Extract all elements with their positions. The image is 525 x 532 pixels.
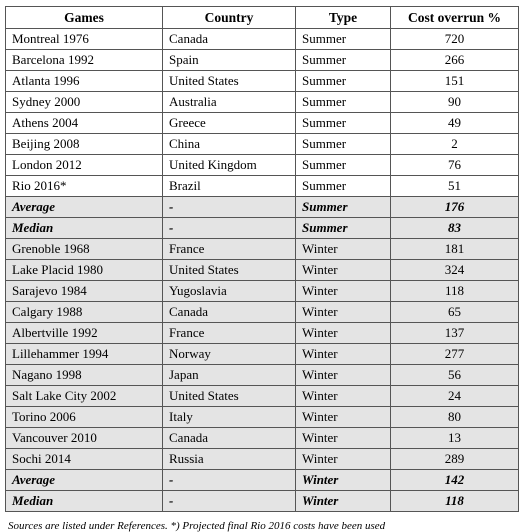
cell-games: Montreal 1976 <box>6 29 163 50</box>
cell-country: - <box>163 197 296 218</box>
table-header-row <box>6 7 519 29</box>
footnote: Sources are listed under References. *) Projected final Rio 2016 costs have been used <box>8 520 386 532</box>
cell-cost-overrun: 142 <box>391 470 519 491</box>
cell-games: Athens 2004 <box>6 113 163 134</box>
cell-cost-overrun: 720 <box>391 29 519 50</box>
cell-type: Summer <box>296 71 391 92</box>
cost-overrun-table-container <box>5 6 518 532</box>
cell-country: United States <box>163 71 296 92</box>
cell-type: Summer <box>296 29 391 50</box>
summer-row <box>6 50 519 71</box>
cell-type: Winter <box>296 365 391 386</box>
cell-cost-overrun: 90 <box>391 92 519 113</box>
cell-country: Canada <box>163 302 296 323</box>
winter-row <box>6 365 519 386</box>
cell-games: Grenoble 1968 <box>6 239 163 260</box>
cell-type: Summer <box>296 113 391 134</box>
cell-country: - <box>163 491 296 512</box>
cell-country: Norway <box>163 344 296 365</box>
cell-country: United Kingdom <box>163 155 296 176</box>
cell-country: France <box>163 323 296 344</box>
winter-row <box>6 428 519 449</box>
winter-row <box>6 302 519 323</box>
cell-cost-overrun: 80 <box>391 407 519 428</box>
cell-cost-overrun: 137 <box>391 323 519 344</box>
cell-cost-overrun: 324 <box>391 260 519 281</box>
cell-type: Winter <box>296 407 391 428</box>
cell-games: Lake Placid 1980 <box>6 260 163 281</box>
cell-type: Winter <box>296 302 391 323</box>
cell-games: Salt Lake City 2002 <box>6 386 163 407</box>
header-cost-overrun: Cost overrun % <box>391 7 519 29</box>
winter-summary-row <box>6 491 519 512</box>
cell-games: Median <box>6 218 163 239</box>
header-type: Type <box>296 7 391 29</box>
cell-country: Greece <box>163 113 296 134</box>
winter-summary-row <box>6 470 519 491</box>
cell-cost-overrun: 56 <box>391 365 519 386</box>
cell-cost-overrun: 51 <box>391 176 519 197</box>
cell-games: Sochi 2014 <box>6 449 163 470</box>
cell-type: Summer <box>296 197 391 218</box>
cell-games: Albertville 1992 <box>6 323 163 344</box>
winter-row <box>6 449 519 470</box>
cell-country: Canada <box>163 29 296 50</box>
cell-type: Summer <box>296 155 391 176</box>
cell-country: United States <box>163 386 296 407</box>
cell-type: Summer <box>296 50 391 71</box>
cell-type: Winter <box>296 281 391 302</box>
cell-cost-overrun: 76 <box>391 155 519 176</box>
cell-type: Winter <box>296 491 391 512</box>
cell-cost-overrun: 266 <box>391 50 519 71</box>
cell-country: United States <box>163 260 296 281</box>
cell-cost-overrun: 277 <box>391 344 519 365</box>
cell-games: Sydney 2000 <box>6 92 163 113</box>
cell-country: Italy <box>163 407 296 428</box>
cell-country: - <box>163 218 296 239</box>
cell-country: Russia <box>163 449 296 470</box>
summer-row <box>6 113 519 134</box>
winter-row <box>6 344 519 365</box>
cell-games: Lillehammer 1994 <box>6 344 163 365</box>
summer-summary-row <box>6 197 519 218</box>
summer-summary-row <box>6 218 519 239</box>
summer-row <box>6 92 519 113</box>
cell-type: Summer <box>296 92 391 113</box>
cell-type: Winter <box>296 260 391 281</box>
cell-country: Canada <box>163 428 296 449</box>
cell-type: Summer <box>296 176 391 197</box>
winter-row <box>6 260 519 281</box>
cell-type: Summer <box>296 218 391 239</box>
cell-cost-overrun: 24 <box>391 386 519 407</box>
cell-cost-overrun: 49 <box>391 113 519 134</box>
cell-cost-overrun: 13 <box>391 428 519 449</box>
cell-country: Australia <box>163 92 296 113</box>
cell-games: Median <box>6 491 163 512</box>
cell-games: Nagano 1998 <box>6 365 163 386</box>
cell-cost-overrun: 83 <box>391 218 519 239</box>
cell-cost-overrun: 118 <box>391 281 519 302</box>
summer-row <box>6 29 519 50</box>
summer-row <box>6 155 519 176</box>
cell-cost-overrun: 289 <box>391 449 519 470</box>
cell-country: - <box>163 470 296 491</box>
summer-row <box>6 71 519 92</box>
cell-country: Yugoslavia <box>163 281 296 302</box>
cell-games: Torino 2006 <box>6 407 163 428</box>
cell-cost-overrun: 65 <box>391 302 519 323</box>
cell-games: London 2012 <box>6 155 163 176</box>
cell-country: China <box>163 134 296 155</box>
cell-type: Winter <box>296 323 391 344</box>
cell-games: Average <box>6 470 163 491</box>
cell-country: Japan <box>163 365 296 386</box>
cell-games: Barcelona 1992 <box>6 50 163 71</box>
cell-games: Sarajevo 1984 <box>6 281 163 302</box>
cell-cost-overrun: 181 <box>391 239 519 260</box>
cell-country: Brazil <box>163 176 296 197</box>
cell-games: Rio 2016* <box>6 176 163 197</box>
cell-type: Winter <box>296 449 391 470</box>
cell-games: Average <box>6 197 163 218</box>
header-games: Games <box>6 7 163 29</box>
cell-type: Winter <box>296 344 391 365</box>
cell-country: Spain <box>163 50 296 71</box>
cell-games: Atlanta 1996 <box>6 71 163 92</box>
winter-row <box>6 281 519 302</box>
winter-row <box>6 323 519 344</box>
cell-type: Summer <box>296 134 391 155</box>
cell-cost-overrun: 2 <box>391 134 519 155</box>
cell-games: Vancouver 2010 <box>6 428 163 449</box>
header-country: Country <box>163 7 296 29</box>
cell-cost-overrun: 118 <box>391 491 519 512</box>
winter-row <box>6 386 519 407</box>
cell-cost-overrun: 151 <box>391 71 519 92</box>
summer-row <box>6 134 519 155</box>
cell-type: Winter <box>296 239 391 260</box>
cell-type: Winter <box>296 470 391 491</box>
cell-cost-overrun: 176 <box>391 197 519 218</box>
winter-row <box>6 407 519 428</box>
cost-overrun-table <box>5 6 519 512</box>
table-body <box>6 29 519 512</box>
summer-row <box>6 176 519 197</box>
cell-type: Winter <box>296 428 391 449</box>
cell-games: Beijing 2008 <box>6 134 163 155</box>
cell-type: Winter <box>296 386 391 407</box>
winter-row <box>6 239 519 260</box>
cell-country: France <box>163 239 296 260</box>
cell-games: Calgary 1988 <box>6 302 163 323</box>
